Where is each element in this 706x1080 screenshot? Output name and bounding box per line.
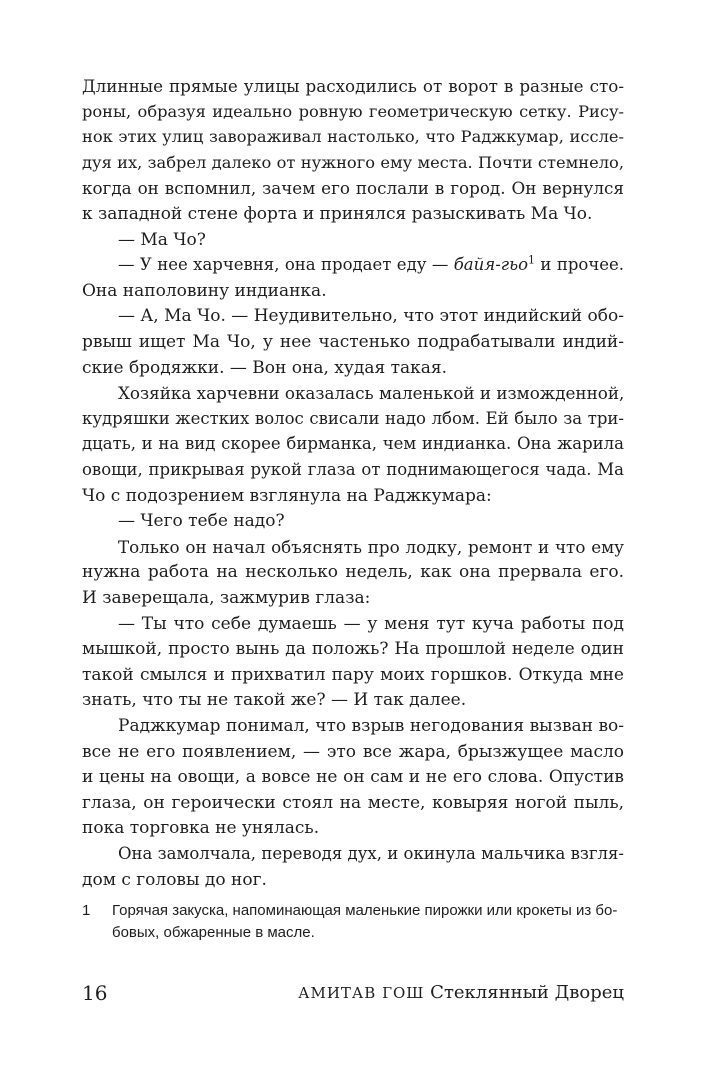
dialogue-line: — Чего тебе надо? xyxy=(118,511,285,532)
text-line: нужна работа на несколько недель, как она прервала его. xyxy=(82,562,624,583)
paragraph-first-line: Только он начал объяснять про лодку, ремонт и что ему xyxy=(118,536,624,557)
running-footer-title: Стеклянный Дворец xyxy=(430,982,624,1003)
text-line: Чо с подозрением взглянула на Раджкумара: xyxy=(82,485,492,506)
text-line: И заверещала, зажмурив глаза: xyxy=(82,588,371,608)
text-line: кудряшки жестких волос свисали надо лбом. Ей было за три- xyxy=(82,408,624,428)
footnote-line: бовых, обжаренные в масле. xyxy=(112,924,315,941)
dialogue-line: — А, Ма Чо. — Неудивительно, что этот индийский обо- xyxy=(118,306,624,327)
text-line: и цены на овощи, а вовсе не он сам и не его слова. Опустив xyxy=(82,767,624,788)
text-line: нок этих улиц завораживал настолько, что Раджкумар, иссле- xyxy=(82,127,624,147)
page-number: 16 xyxy=(82,981,108,1005)
italic-term: байя-гьо xyxy=(453,255,529,275)
text-line: дцать, и на вид скорее бирманка, чем индианка. Она жарила xyxy=(82,434,624,454)
footnote-number: 1 xyxy=(82,902,91,919)
text-line: глаза, он героически стоял на месте, ковыряя ногой пыль, xyxy=(82,792,624,813)
text-line: знать, что ты не такой же? — И так далее. xyxy=(82,690,467,711)
dialogue-line-with-footnote xyxy=(118,252,624,278)
paragraph-first-line: Хозяйка харчевни оказалась маленькой и изможденной, xyxy=(118,383,625,404)
paragraph-first-line: Раджкумар понимал, что взрыв негодования вызван во- xyxy=(118,716,624,736)
text-line: рвыш ищет Ма Чо, у нее частенько подрабатывали индий- xyxy=(82,332,624,352)
text-segment: и прочее. xyxy=(535,255,624,275)
text-line: овощи, прикрывая рукой глаза от поднимающегося чада. Ма xyxy=(82,460,624,479)
text-line: к западной стене форта и принялся разыскивать Ма Чо. xyxy=(82,204,593,224)
paragraph-first-line: Она замолчала, переводя дух, и окинула мальчика взгля- xyxy=(118,844,624,863)
text-line: мышкой, просто вынь да положь? На прошлой неделе один xyxy=(82,639,624,660)
text-line: когда он вспомнил, зачем его послали в город. Он вернулся xyxy=(82,178,624,199)
text-line: дом с головы до ног. xyxy=(82,869,267,890)
footnote-ref: 1 xyxy=(528,253,536,267)
text-line: роны, образуя идеально ровную геометрическую сетку. Рису- xyxy=(82,101,624,121)
text-line: дуя их, забрел далеко от нужного ему места. Почти стемнело, xyxy=(82,152,624,172)
dialogue-line: — Ты что себе думаешь — у меня тут куча работы под xyxy=(118,613,624,634)
footnote-line: Горячая закуска, напоминающая маленькие пирожки или крокеты из бо- xyxy=(112,902,618,919)
text-segment: — У нее харчевня, она продает еду — xyxy=(118,255,454,275)
running-footer xyxy=(298,978,624,1008)
text-line: такой смылся и прихватил пару моих горшков. Откуда мне xyxy=(82,664,624,685)
text-line: пока торговка не унялась. xyxy=(82,818,320,839)
text-line: Длинные прямые улицы расходились от ворот в разные сто- xyxy=(82,76,624,96)
text-line: Она наполовину индианка. xyxy=(82,280,327,301)
text-line: все не его появлением, — это все жара, брызжущее масло xyxy=(82,741,624,762)
dialogue-line: — Ма Чо? xyxy=(118,229,206,250)
text-line: ские бродяжки. — Вон она, худая такая. xyxy=(82,357,448,378)
running-footer-author: АМИТАВ ГОШ xyxy=(298,984,425,1002)
